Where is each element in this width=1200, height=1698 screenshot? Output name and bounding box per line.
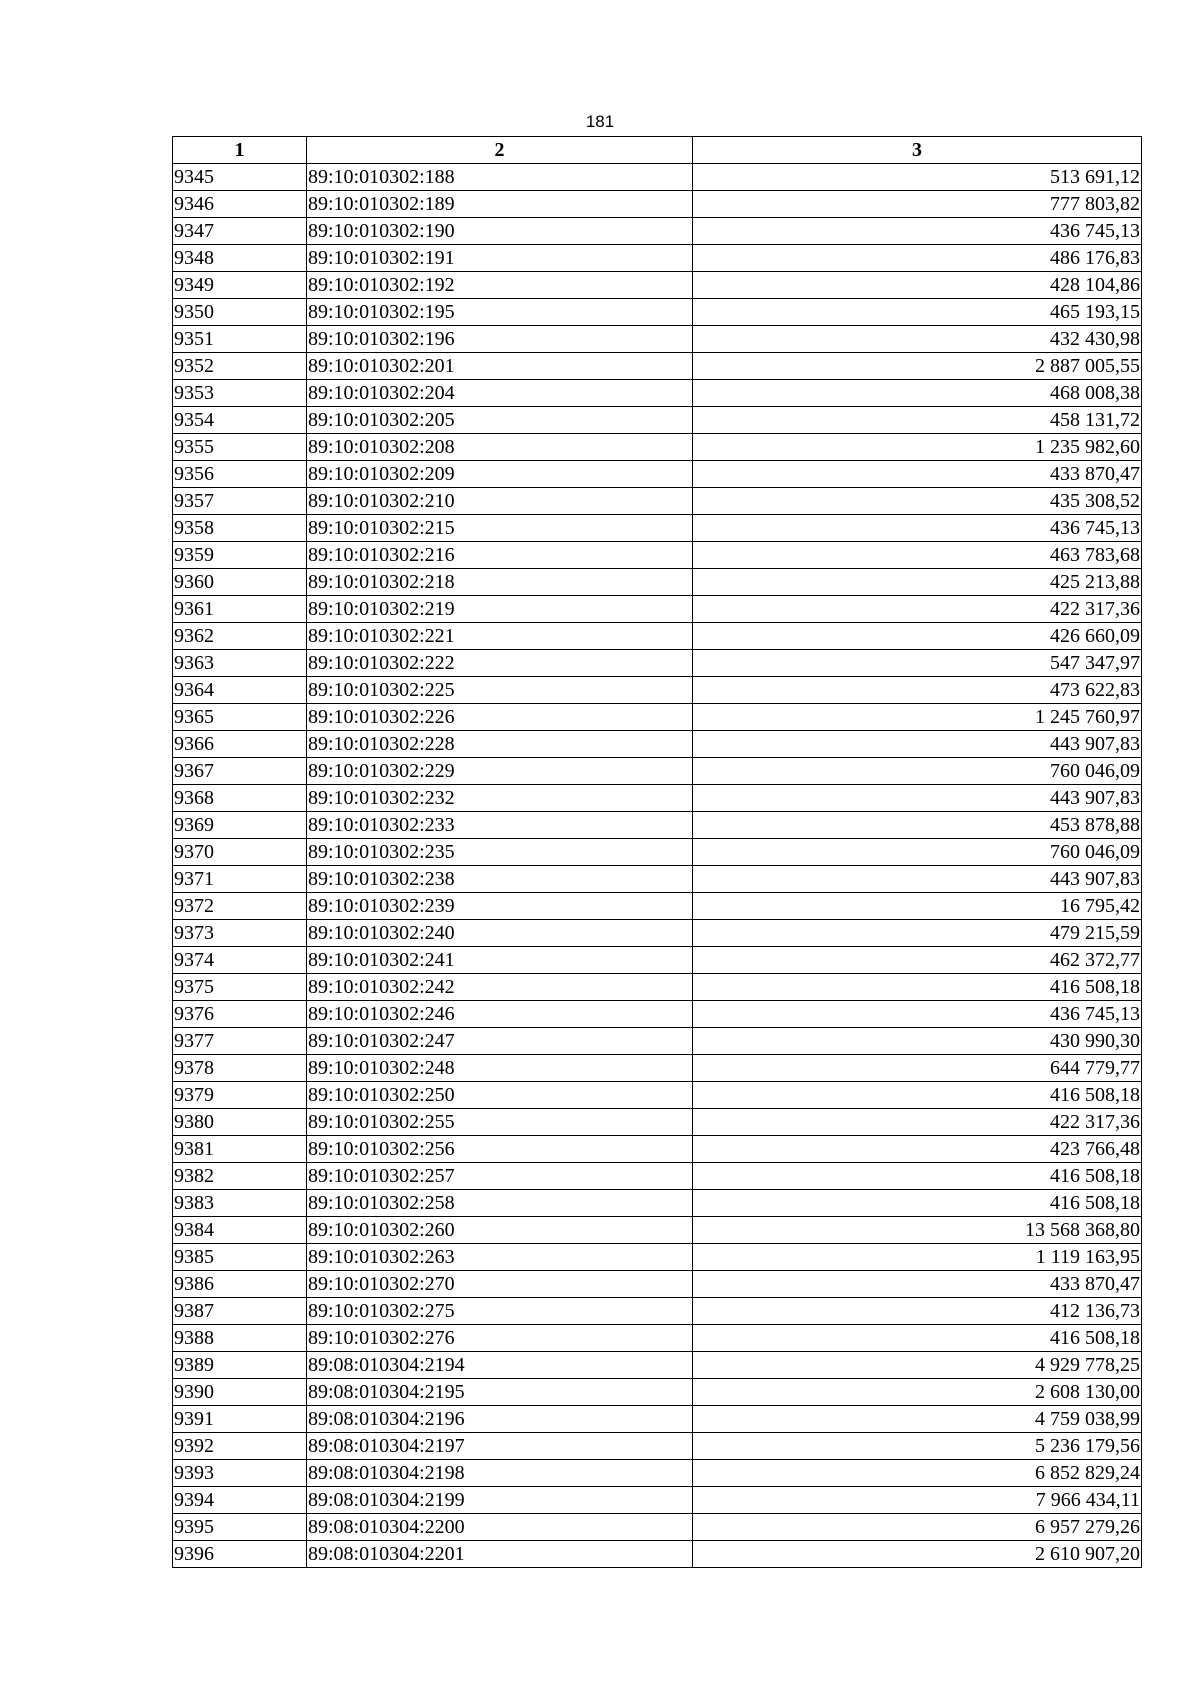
row-number-cell: 9390	[173, 1379, 307, 1406]
cadastral-value-cell: 6 852 829,24	[693, 1460, 1142, 1487]
row-number-cell: 9377	[173, 1028, 307, 1055]
cadastral-number-cell: 89:10:010302:250	[307, 1082, 693, 1109]
table-row	[173, 812, 1142, 839]
cadastral-number-cell: 89:10:010302:246	[307, 1001, 693, 1028]
cadastral-number-cell: 89:10:010302:210	[307, 488, 693, 515]
row-number-cell: 9361	[173, 596, 307, 623]
cadastral-value-cell: 426 660,09	[693, 623, 1142, 650]
cadastral-number-cell: 89:10:010302:204	[307, 380, 693, 407]
cadastral-number-cell: 89:10:010302:240	[307, 920, 693, 947]
cadastral-value-cell: 479 215,59	[693, 920, 1142, 947]
table-row	[173, 1514, 1142, 1541]
table-row	[173, 1244, 1142, 1271]
table-header-row	[173, 137, 1142, 164]
cadastral-number-cell: 89:10:010302:191	[307, 245, 693, 272]
cadastral-value-cell: 2 887 005,55	[693, 353, 1142, 380]
row-number-cell: 9358	[173, 515, 307, 542]
table-row	[173, 569, 1142, 596]
row-number-cell: 9364	[173, 677, 307, 704]
cadastral-value-cell: 1 119 163,95	[693, 1244, 1142, 1271]
cadastral-value-cell: 422 317,36	[693, 1109, 1142, 1136]
cadastral-value-cell: 4 759 038,99	[693, 1406, 1142, 1433]
row-number-cell: 9374	[173, 947, 307, 974]
cadastral-value-cell: 486 176,83	[693, 245, 1142, 272]
row-number-cell: 9349	[173, 272, 307, 299]
cadastral-value-cell: 2 608 130,00	[693, 1379, 1142, 1406]
row-number-cell: 9345	[173, 164, 307, 191]
row-number-cell: 9388	[173, 1325, 307, 1352]
row-number-cell: 9394	[173, 1487, 307, 1514]
cadastral-number-cell: 89:10:010302:256	[307, 1136, 693, 1163]
row-number-cell: 9379	[173, 1082, 307, 1109]
column-header-1: 1	[173, 137, 307, 164]
row-number-cell: 9350	[173, 299, 307, 326]
cadastral-number-cell: 89:08:010304:2194	[307, 1352, 693, 1379]
cadastral-value-cell: 416 508,18	[693, 1082, 1142, 1109]
cadastral-value-cell: 412 136,73	[693, 1298, 1142, 1325]
cadastral-value-cell: 463 783,68	[693, 542, 1142, 569]
cadastral-number-cell: 89:10:010302:247	[307, 1028, 693, 1055]
row-number-cell: 9365	[173, 704, 307, 731]
row-number-cell: 9366	[173, 731, 307, 758]
cadastral-number-cell: 89:10:010302:218	[307, 569, 693, 596]
cadastral-value-cell: 428 104,86	[693, 272, 1142, 299]
cadastral-number-cell: 89:10:010302:258	[307, 1190, 693, 1217]
table-row	[173, 1082, 1142, 1109]
row-number-cell: 9359	[173, 542, 307, 569]
row-number-cell: 9395	[173, 1514, 307, 1541]
table-row	[173, 542, 1142, 569]
cadastral-value-cell: 513 691,12	[693, 164, 1142, 191]
table-row	[173, 1163, 1142, 1190]
table-row	[173, 1028, 1142, 1055]
cadastral-number-cell: 89:10:010302:190	[307, 218, 693, 245]
cadastral-number-cell: 89:10:010302:226	[307, 704, 693, 731]
cadastral-number-cell: 89:10:010302:248	[307, 1055, 693, 1082]
table-row	[173, 731, 1142, 758]
table-row	[173, 1271, 1142, 1298]
table-row	[173, 1109, 1142, 1136]
table-row	[173, 164, 1142, 191]
table-row	[173, 353, 1142, 380]
column-header-2: 2	[307, 137, 693, 164]
row-number-cell: 9354	[173, 407, 307, 434]
cadastral-number-cell: 89:08:010304:2195	[307, 1379, 693, 1406]
cadastral-value-cell: 416 508,18	[693, 1163, 1142, 1190]
row-number-cell: 9392	[173, 1433, 307, 1460]
row-number-cell: 9356	[173, 461, 307, 488]
table-row	[173, 704, 1142, 731]
table-row	[173, 272, 1142, 299]
cadastral-value-cell: 6 957 279,26	[693, 1514, 1142, 1541]
cadastral-number-cell: 89:08:010304:2196	[307, 1406, 693, 1433]
cadastral-value-cell: 1 245 760,97	[693, 704, 1142, 731]
row-number-cell: 9385	[173, 1244, 307, 1271]
cadastral-number-cell: 89:10:010302:216	[307, 542, 693, 569]
cadastral-number-cell: 89:08:010304:2198	[307, 1460, 693, 1487]
cadastral-number-cell: 89:10:010302:238	[307, 866, 693, 893]
row-number-cell: 9370	[173, 839, 307, 866]
cadastral-value-cell: 432 430,98	[693, 326, 1142, 353]
row-number-cell: 9347	[173, 218, 307, 245]
cadastral-number-cell: 89:10:010302:260	[307, 1217, 693, 1244]
row-number-cell: 9348	[173, 245, 307, 272]
table-row	[173, 866, 1142, 893]
cadastral-value-cell: 436 745,13	[693, 218, 1142, 245]
cadastral-number-cell: 89:08:010304:2200	[307, 1514, 693, 1541]
table-row	[173, 920, 1142, 947]
cadastral-number-cell: 89:10:010302:196	[307, 326, 693, 353]
cadastral-value-cell: 1 235 982,60	[693, 434, 1142, 461]
cadastral-value-cell: 462 372,77	[693, 947, 1142, 974]
table-row	[173, 677, 1142, 704]
cadastral-number-cell: 89:10:010302:239	[307, 893, 693, 920]
cadastral-number-cell: 89:10:010302:201	[307, 353, 693, 380]
cadastral-number-cell: 89:10:010302:192	[307, 272, 693, 299]
row-number-cell: 9351	[173, 326, 307, 353]
row-number-cell: 9391	[173, 1406, 307, 1433]
table-row	[173, 1541, 1142, 1568]
table-row	[173, 1433, 1142, 1460]
table-row	[173, 596, 1142, 623]
row-number-cell: 9389	[173, 1352, 307, 1379]
row-number-cell: 9362	[173, 623, 307, 650]
cadastral-value-cell: 436 745,13	[693, 1001, 1142, 1028]
cadastral-number-cell: 89:10:010302:221	[307, 623, 693, 650]
cadastral-number-cell: 89:10:010302:222	[307, 650, 693, 677]
row-number-cell: 9355	[173, 434, 307, 461]
cadastral-number-cell: 89:10:010302:233	[307, 812, 693, 839]
table-row	[173, 1352, 1142, 1379]
row-number-cell: 9352	[173, 353, 307, 380]
table-row	[173, 407, 1142, 434]
cadastral-value-cell: 433 870,47	[693, 1271, 1142, 1298]
row-number-cell: 9373	[173, 920, 307, 947]
cadastral-value-cell: 13 568 368,80	[693, 1217, 1142, 1244]
cadastral-number-cell: 89:10:010302:270	[307, 1271, 693, 1298]
table-row	[173, 299, 1142, 326]
cadastral-value-cell: 760 046,09	[693, 839, 1142, 866]
cadastral-number-cell: 89:10:010302:205	[307, 407, 693, 434]
row-number-cell: 9381	[173, 1136, 307, 1163]
cadastral-number-cell: 89:10:010302:232	[307, 785, 693, 812]
table-row	[173, 1217, 1142, 1244]
cadastral-value-cell: 458 131,72	[693, 407, 1142, 434]
row-number-cell: 9369	[173, 812, 307, 839]
cadastral-number-cell: 89:10:010302:276	[307, 1325, 693, 1352]
row-number-cell: 9376	[173, 1001, 307, 1028]
table-row	[173, 191, 1142, 218]
cadastral-number-cell: 89:08:010304:2199	[307, 1487, 693, 1514]
cadastral-number-cell: 89:10:010302:225	[307, 677, 693, 704]
row-number-cell: 9393	[173, 1460, 307, 1487]
table-row	[173, 488, 1142, 515]
cadastral-number-cell: 89:10:010302:229	[307, 758, 693, 785]
cadastral-number-cell: 89:10:010302:188	[307, 164, 693, 191]
cadastral-value-cell: 435 308,52	[693, 488, 1142, 515]
table-row	[173, 515, 1142, 542]
cadastral-value-cell: 453 878,88	[693, 812, 1142, 839]
row-number-cell: 9387	[173, 1298, 307, 1325]
cadastral-value-cell: 4 929 778,25	[693, 1352, 1142, 1379]
cadastral-value-cell: 760 046,09	[693, 758, 1142, 785]
table-row	[173, 326, 1142, 353]
cadastral-number-cell: 89:08:010304:2197	[307, 1433, 693, 1460]
cadastral-value-table	[172, 136, 1142, 1568]
cadastral-value-cell: 7 966 434,11	[693, 1487, 1142, 1514]
cadastral-number-cell: 89:10:010302:189	[307, 191, 693, 218]
row-number-cell: 9378	[173, 1055, 307, 1082]
cadastral-value-cell: 443 907,83	[693, 731, 1142, 758]
row-number-cell: 9386	[173, 1271, 307, 1298]
cadastral-number-cell: 89:10:010302:275	[307, 1298, 693, 1325]
cadastral-number-cell: 89:10:010302:235	[307, 839, 693, 866]
table-row	[173, 218, 1142, 245]
cadastral-value-cell: 465 193,15	[693, 299, 1142, 326]
row-number-cell: 9353	[173, 380, 307, 407]
row-number-cell: 9360	[173, 569, 307, 596]
row-number-cell: 9363	[173, 650, 307, 677]
row-number-cell: 9368	[173, 785, 307, 812]
table-row	[173, 785, 1142, 812]
row-number-cell: 9383	[173, 1190, 307, 1217]
cadastral-value-cell: 430 990,30	[693, 1028, 1142, 1055]
table-row	[173, 1055, 1142, 1082]
cadastral-value-cell: 436 745,13	[693, 515, 1142, 542]
table-row	[173, 758, 1142, 785]
cadastral-value-cell: 416 508,18	[693, 1325, 1142, 1352]
table-row	[173, 461, 1142, 488]
cadastral-value-cell: 443 907,83	[693, 866, 1142, 893]
cadastral-value-cell: 416 508,18	[693, 1190, 1142, 1217]
table-row	[173, 1487, 1142, 1514]
table-row	[173, 1379, 1142, 1406]
row-number-cell: 9367	[173, 758, 307, 785]
row-number-cell: 9372	[173, 893, 307, 920]
cadastral-value-cell: 468 008,38	[693, 380, 1142, 407]
row-number-cell: 9375	[173, 974, 307, 1001]
table-row	[173, 1460, 1142, 1487]
page-number: 181	[585, 112, 615, 131]
cadastral-number-cell: 89:10:010302:208	[307, 434, 693, 461]
cadastral-number-cell: 89:10:010302:263	[307, 1244, 693, 1271]
table-row	[173, 1190, 1142, 1217]
row-number-cell: 9380	[173, 1109, 307, 1136]
cadastral-number-cell: 89:10:010302:242	[307, 974, 693, 1001]
cadastral-number-cell: 89:08:010304:2201	[307, 1541, 693, 1568]
row-number-cell: 9396	[173, 1541, 307, 1568]
cadastral-number-cell: 89:10:010302:219	[307, 596, 693, 623]
cadastral-value-cell: 443 907,83	[693, 785, 1142, 812]
cadastral-value-cell: 5 236 179,56	[693, 1433, 1142, 1460]
row-number-cell: 9371	[173, 866, 307, 893]
table-row	[173, 1298, 1142, 1325]
row-number-cell: 9346	[173, 191, 307, 218]
cadastral-number-cell: 89:10:010302:215	[307, 515, 693, 542]
cadastral-number-cell: 89:10:010302:255	[307, 1109, 693, 1136]
table-row	[173, 623, 1142, 650]
column-header-3: 3	[693, 137, 1142, 164]
cadastral-value-cell: 425 213,88	[693, 569, 1142, 596]
cadastral-value-cell: 416 508,18	[693, 974, 1142, 1001]
cadastral-value-cell: 644 779,77	[693, 1055, 1142, 1082]
row-number-cell: 9384	[173, 1217, 307, 1244]
cadastral-number-cell: 89:10:010302:209	[307, 461, 693, 488]
cadastral-value-cell: 473 622,83	[693, 677, 1142, 704]
cadastral-number-cell: 89:10:010302:195	[307, 299, 693, 326]
cadastral-number-cell: 89:10:010302:228	[307, 731, 693, 758]
cadastral-number-cell: 89:10:010302:241	[307, 947, 693, 974]
cadastral-value-cell: 423 766,48	[693, 1136, 1142, 1163]
table-row	[173, 947, 1142, 974]
table-row	[173, 650, 1142, 677]
table-row	[173, 974, 1142, 1001]
table-row	[173, 1001, 1142, 1028]
cadastral-value-cell: 777 803,82	[693, 191, 1142, 218]
row-number-cell: 9382	[173, 1163, 307, 1190]
table-row	[173, 1325, 1142, 1352]
table-row	[173, 1406, 1142, 1433]
table-row	[173, 893, 1142, 920]
cadastral-number-cell: 89:10:010302:257	[307, 1163, 693, 1190]
table-row	[173, 434, 1142, 461]
table-body	[173, 164, 1142, 1568]
table-row	[173, 1136, 1142, 1163]
row-number-cell: 9357	[173, 488, 307, 515]
cadastral-value-cell: 433 870,47	[693, 461, 1142, 488]
cadastral-value-cell: 422 317,36	[693, 596, 1142, 623]
table-row	[173, 380, 1142, 407]
cadastral-value-cell: 16 795,42	[693, 893, 1142, 920]
cadastral-value-cell: 547 347,97	[693, 650, 1142, 677]
table-row	[173, 245, 1142, 272]
cadastral-value-cell: 2 610 907,20	[693, 1541, 1142, 1568]
table-row	[173, 839, 1142, 866]
